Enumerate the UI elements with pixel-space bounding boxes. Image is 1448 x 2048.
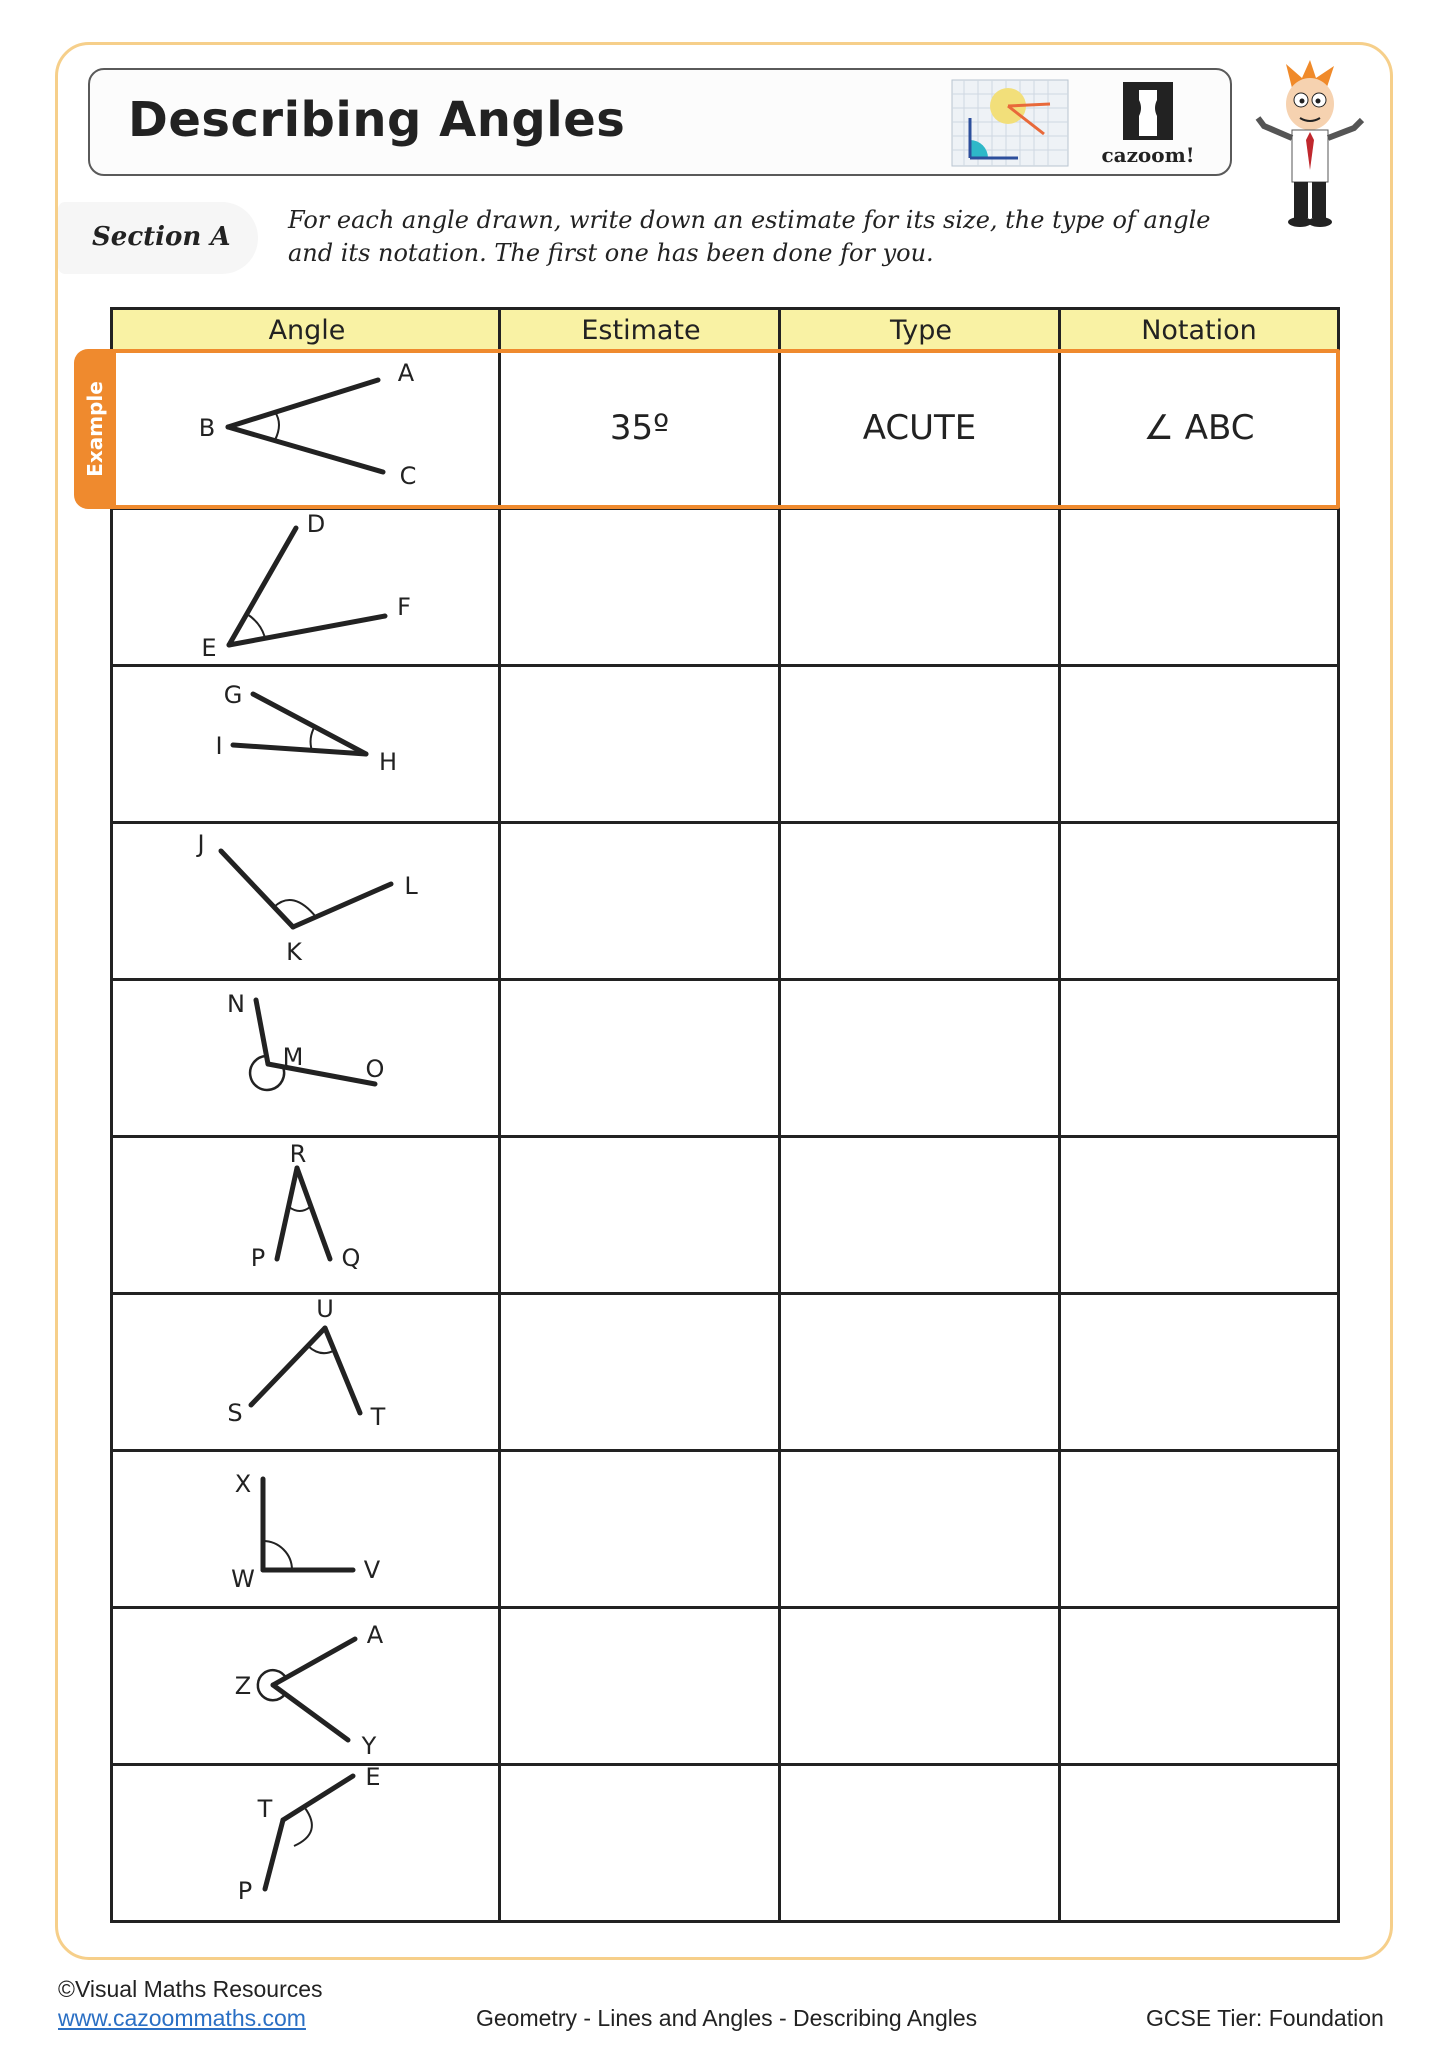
example-label: Example	[83, 381, 107, 477]
vertex-label: Q	[341, 1244, 361, 1272]
angle-row	[113, 1606, 498, 1763]
vertex-label: A	[366, 1621, 384, 1649]
angle-row	[113, 1763, 498, 1920]
example-type: ACUTE	[862, 408, 977, 448]
angle-jkl-figure	[113, 821, 498, 978]
column-divider	[1058, 310, 1061, 1920]
angle-row	[113, 978, 498, 1135]
header-notation: Notation	[1141, 315, 1257, 346]
vertex-label: S	[227, 1399, 243, 1427]
vertex-label: R	[289, 1140, 307, 1168]
vertex-label: F	[397, 593, 411, 621]
section-label: Section A	[92, 222, 231, 252]
vertex-label: D	[306, 510, 326, 538]
angle-row	[113, 507, 498, 664]
footer-left	[58, 1975, 323, 2033]
header-angle: Angle	[268, 315, 346, 346]
instruction-line: For each angle drawn, write down an estimate for its size, the type of angle	[288, 206, 1211, 234]
vertex-label: E	[201, 634, 217, 662]
example-tab	[74, 349, 116, 509]
vertex-label: C	[399, 462, 417, 490]
vertex-label: O	[365, 1055, 385, 1083]
vertex-label: W	[231, 1565, 255, 1593]
footer-tier: GCSE Tier: Foundation	[1146, 2005, 1384, 2031]
brand-logo	[1093, 78, 1203, 168]
angle-xwv-figure	[113, 1449, 498, 1606]
example-row-highlight	[88, 349, 1340, 509]
header-type: Type	[889, 315, 952, 346]
website-link[interactable]: www.cazoommaths.com	[58, 2005, 306, 2031]
worksheet-table	[110, 307, 1340, 1923]
vertex-label: Y	[361, 1732, 377, 1760]
example-notation: ∠ ABC	[1143, 408, 1255, 448]
table-header	[113, 310, 1337, 353]
vertex-label: I	[215, 732, 223, 760]
angle-nmo-figure	[113, 978, 498, 1135]
vertex-label: V	[363, 1556, 381, 1584]
vertex-label: J	[197, 830, 205, 858]
example-estimate: 35º	[609, 408, 670, 448]
header-estimate: Estimate	[581, 315, 701, 346]
angle-ghi-figure	[113, 664, 498, 821]
cazoom-logo-icon	[1093, 78, 1203, 168]
vertex-label: T	[257, 1795, 273, 1823]
vertex-label: U	[316, 1295, 334, 1323]
vertex-label: L	[404, 872, 418, 900]
angle-row	[113, 1292, 498, 1449]
vertex-label: E	[365, 1763, 381, 1791]
angle-def-figure	[113, 507, 498, 664]
vertex-label: P	[250, 1244, 266, 1272]
copyright-text: ©Visual Maths Resources	[58, 1976, 323, 2002]
vertex-label: M	[282, 1043, 304, 1071]
footer-topic: Geometry - Lines and Angles - Describing Angles	[476, 2005, 978, 2031]
vertex-label: B	[198, 414, 216, 442]
angle-row	[113, 821, 498, 978]
angle-row	[113, 1135, 498, 1292]
vertex-label: T	[370, 1403, 386, 1431]
angle-row	[113, 1449, 498, 1606]
column-divider	[498, 310, 501, 1920]
angle-stu-figure	[113, 1292, 498, 1449]
vertex-label: P	[237, 1877, 253, 1905]
vertex-label: G	[223, 681, 243, 709]
angle-row	[113, 664, 498, 821]
angle-azy-figure	[113, 1606, 498, 1763]
vertex-label: X	[234, 1470, 252, 1498]
angles-graphic-icon	[950, 78, 1070, 168]
title-box	[88, 68, 1232, 176]
angle-rpq-figure	[113, 1135, 498, 1292]
angle-etp-figure	[113, 1763, 498, 1920]
instructions	[288, 204, 1288, 270]
svg-text:cazoom!: cazoom!	[1101, 143, 1195, 167]
column-divider	[778, 310, 781, 1920]
instruction-line: and its notation. The first one has been done for you.	[288, 239, 934, 267]
vertex-label: A	[397, 359, 415, 387]
vertex-label: H	[378, 748, 398, 776]
vertex-label: Z	[234, 1672, 252, 1700]
vertex-label: N	[227, 990, 245, 1018]
vertex-label: K	[286, 938, 302, 966]
page-title: Describing Angles	[128, 92, 626, 148]
